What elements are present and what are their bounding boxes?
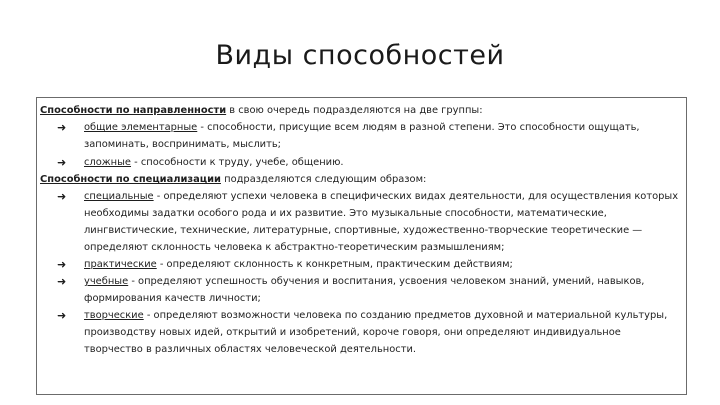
section2-rest: подразделяются следующим образом: <box>220 174 427 185</box>
list-item-text: - определяют успехи человека в специфических видах деятельности, для осуществления которых необходимы задатки особого рода и их развитие. Это музыкальные способности, математические, лингвистические, технические, литературные, спортивные, художественно-творческие теоретические — определяют склонность человека к абстрактно-теоретическим размышлениям; <box>84 191 679 253</box>
list-item-term: творческие <box>84 310 144 321</box>
list-item-text: - способности к труду, учебе, общению. <box>131 157 344 168</box>
list-item-term: общие элементарные <box>84 122 198 133</box>
section2-intro <box>40 171 680 188</box>
list-item-text: - определяют склонность к конкретным, практическим действиям; <box>156 259 513 270</box>
list-item <box>40 119 680 153</box>
list-item <box>40 256 680 273</box>
list-item <box>40 307 680 358</box>
slide-title: Виды способностей <box>215 40 505 71</box>
list-item-text: - определяют возможности человека по созданию предметов духовной и материальной культуры, производству новых идей, открытий и изобретений, короче говоря, они определяют индивидуальное творчество в различных областях человеческой деятельности. <box>84 310 668 355</box>
arrow-right-icon: ➜ <box>57 156 67 169</box>
list-item-text: - определяют успешность обучения и воспитания, усвоения человеком знаний, умений, навыков, формирования качеств личности; <box>84 276 645 304</box>
list-item-text: - способности, присущие всем людям в разной степени. Это способности ощущать, запоминать, воспринимать, мыслить; <box>84 122 640 150</box>
list-item <box>40 273 680 307</box>
list-item <box>40 154 680 171</box>
list-item-term: сложные <box>84 157 132 168</box>
arrow-right-icon: ➜ <box>57 190 67 203</box>
list-item-term: практические <box>84 259 157 270</box>
list-item-term: специальные <box>84 191 154 202</box>
content-text <box>40 102 680 358</box>
section1-intro <box>40 102 680 119</box>
arrow-right-icon: ➜ <box>57 258 67 271</box>
list-item <box>40 188 680 256</box>
list-item-term: учебные <box>84 276 129 287</box>
arrow-right-icon: ➜ <box>57 121 67 134</box>
section1-rest: в свою очередь подразделяются на две группы: <box>226 105 483 116</box>
arrow-right-icon: ➜ <box>57 275 67 288</box>
arrow-right-icon: ➜ <box>57 309 67 322</box>
section2-heading: Способности по специализации <box>40 174 221 185</box>
section1-heading: Способности по направленности <box>40 105 227 116</box>
